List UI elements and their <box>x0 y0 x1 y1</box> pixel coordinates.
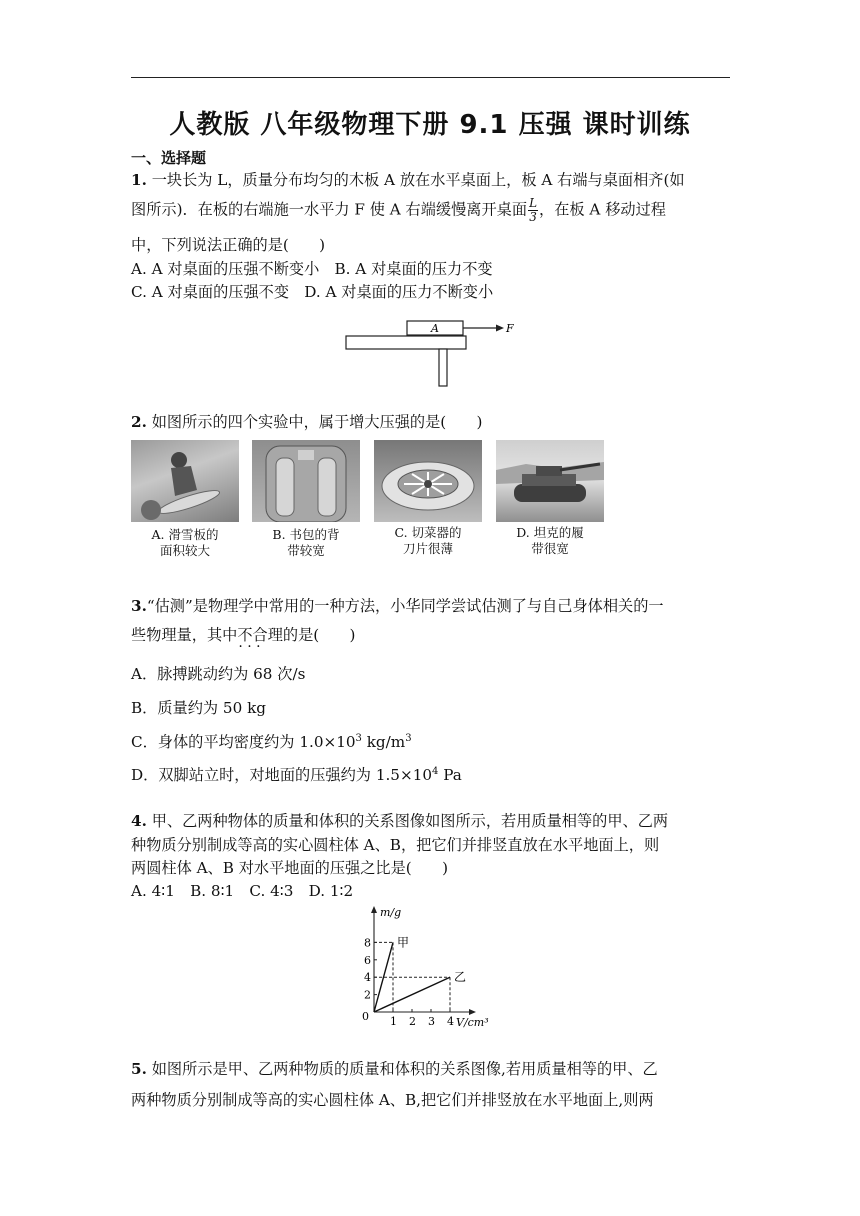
q3-option-c-sup: 3 <box>355 732 362 744</box>
force-arrowhead <box>496 325 504 332</box>
q3-text-1: “估测”是物理学中常用的一种方法，小华同学尝试估测了与自己身体相关的一 <box>146 597 664 615</box>
q3-option-c-post: kg/m <box>361 733 406 751</box>
q4-line-1 <box>131 810 668 831</box>
tank-image <box>496 440 604 522</box>
q3-option-c-pre: C．身体的平均密度约为 1.0×10 <box>131 733 356 751</box>
series-line-1 <box>374 977 450 1012</box>
y-tick-label-8: 8 <box>364 936 371 950</box>
q2-number: 2. <box>131 413 147 431</box>
q4-line-3: 两圆柱体 A、B 对水平地面的压强之比是( ) <box>131 859 449 877</box>
caption-a <box>131 527 239 559</box>
q4-number: 4. <box>131 812 147 830</box>
q3-option-d <box>131 764 462 785</box>
force-label: F <box>506 322 514 335</box>
caption-c-line-2: 刀片很薄 <box>402 541 453 556</box>
q1-fraction <box>528 197 538 224</box>
q1-frac-den: 3 <box>529 210 537 224</box>
q1-frac-num: L <box>529 196 538 210</box>
q5-line-1 <box>131 1058 658 1079</box>
q3-emphasis: 不合理 · · · <box>237 624 283 645</box>
series-label-1: 乙 <box>454 970 467 985</box>
board-A-label: A <box>431 322 439 335</box>
header-rule <box>131 77 730 78</box>
q5-text-1: 如图所示是甲、乙两种物质的质量和体积的关系图像,若用质量相等的甲、乙 <box>151 1060 658 1078</box>
origin-label: 0 <box>362 1010 369 1023</box>
q1-figure <box>340 318 530 390</box>
x-axis-label: V/cm³ <box>456 1016 489 1029</box>
q5-line-2: 两种物质分别制成等高的实心圆柱体 A、B,把它们并排竖放在水平地面上,则两 <box>131 1091 654 1109</box>
table-top <box>346 336 466 349</box>
q1-option-ab: A. A 对桌面的压强不断变小 B. A 对桌面的压力不变 <box>131 260 493 278</box>
x-axis-arrow <box>469 1009 476 1015</box>
q4-options: A. 4∶1 B. 8∶1 C. 4∶3 D. 1∶2 <box>131 882 354 900</box>
q3-option-d-pre: D．双脚站立时，对地面的压强约为 1.5×10 <box>131 766 433 784</box>
backpack-image <box>252 440 360 522</box>
y-axis-arrow <box>371 906 377 913</box>
section-heading: 一、选择题 <box>131 149 207 167</box>
x-tick-label-4: 4 <box>447 1015 454 1028</box>
q3-option-c <box>131 731 412 752</box>
y-axis-label: m/g <box>380 906 402 919</box>
table-leg <box>439 349 447 386</box>
series-label-0: 甲 <box>397 935 410 950</box>
page-title: 人教版 八年级物理下册 9.1 压强 课时训练 <box>169 110 691 140</box>
q1-number: 1. <box>131 171 147 189</box>
x-tick-label-3: 3 <box>428 1015 435 1028</box>
q1-line-4: 中，下列说法正确的是( ) <box>131 236 326 254</box>
q3-option-d-post: Pa <box>438 766 462 784</box>
q2-line <box>131 411 482 432</box>
caption-d-line-1: D. 坦克的履 <box>516 525 584 540</box>
q3-number: 3. <box>131 597 147 615</box>
q4-line-2: 种物质分别制成等高的实心圆柱体 A、B，把它们并排竖直放在水平地面上，则 <box>131 836 660 854</box>
vegetable-cutter-image <box>374 440 482 522</box>
q3-option-b: B．质量约为 50 kg <box>131 699 267 717</box>
x-tick-label-2: 2 <box>409 1015 416 1028</box>
q3-text-2-post: 的是( ) <box>282 626 356 644</box>
q3-option-d-sup: 4 <box>432 765 439 777</box>
q4-text-1: 甲、乙两种物体的质量和体积的关系图像如图所示，若用质量相等的甲、乙两 <box>151 812 669 830</box>
caption-b-line-2: 带较宽 <box>287 543 325 558</box>
q5-number: 5. <box>131 1060 147 1078</box>
caption-a-line-2: 面积较大 <box>159 543 210 558</box>
caption-d-line-2: 带很宽 <box>531 541 569 556</box>
y-tick-label-4: 4 <box>364 971 371 985</box>
caption-b <box>252 527 360 559</box>
q2-stem: 如图所示的四个实验中，属于增大压强的是( ) <box>151 413 483 431</box>
q1-text-1: 一块长为 L，质量分布均匀的木板 A 放在水平桌面上，板 A 右端与桌面相齐(如 <box>151 171 685 189</box>
q1-line-1 <box>131 169 685 190</box>
caption-d <box>496 525 604 557</box>
q3-line-1 <box>131 595 664 616</box>
caption-c <box>374 525 482 557</box>
q1-text-2: 图所示)．在板的右端施一水平力 F 使 A 右端缓慢离开桌面 <box>131 200 528 219</box>
q3-option-c-sup2: 3 <box>405 732 412 744</box>
caption-a-line-1: A. 滑雪板的 <box>151 527 219 542</box>
q3-text-2-pre: 些物理量，其中 <box>131 626 238 644</box>
snowboard-image <box>131 440 239 522</box>
q3-option-a: A．脉搏跳动约为 68 次/s <box>131 665 306 683</box>
x-tick-label-1: 1 <box>390 1015 397 1028</box>
caption-c-line-1: C. 切菜器的 <box>394 525 462 540</box>
caption-b-line-1: B. 书包的背 <box>272 527 340 542</box>
y-tick-label-2: 2 <box>364 988 371 1002</box>
q1-line-2 <box>131 197 666 224</box>
q1-option-cd: C. A 对桌面的压强不变 D. A 对桌面的压力不断变小 <box>131 283 494 301</box>
q3-line-2 <box>131 624 355 645</box>
y-tick-label-6: 6 <box>364 953 371 967</box>
q1-text-3: ，在板 A 移动过程 <box>539 200 666 219</box>
mass-volume-chart <box>352 902 502 1030</box>
